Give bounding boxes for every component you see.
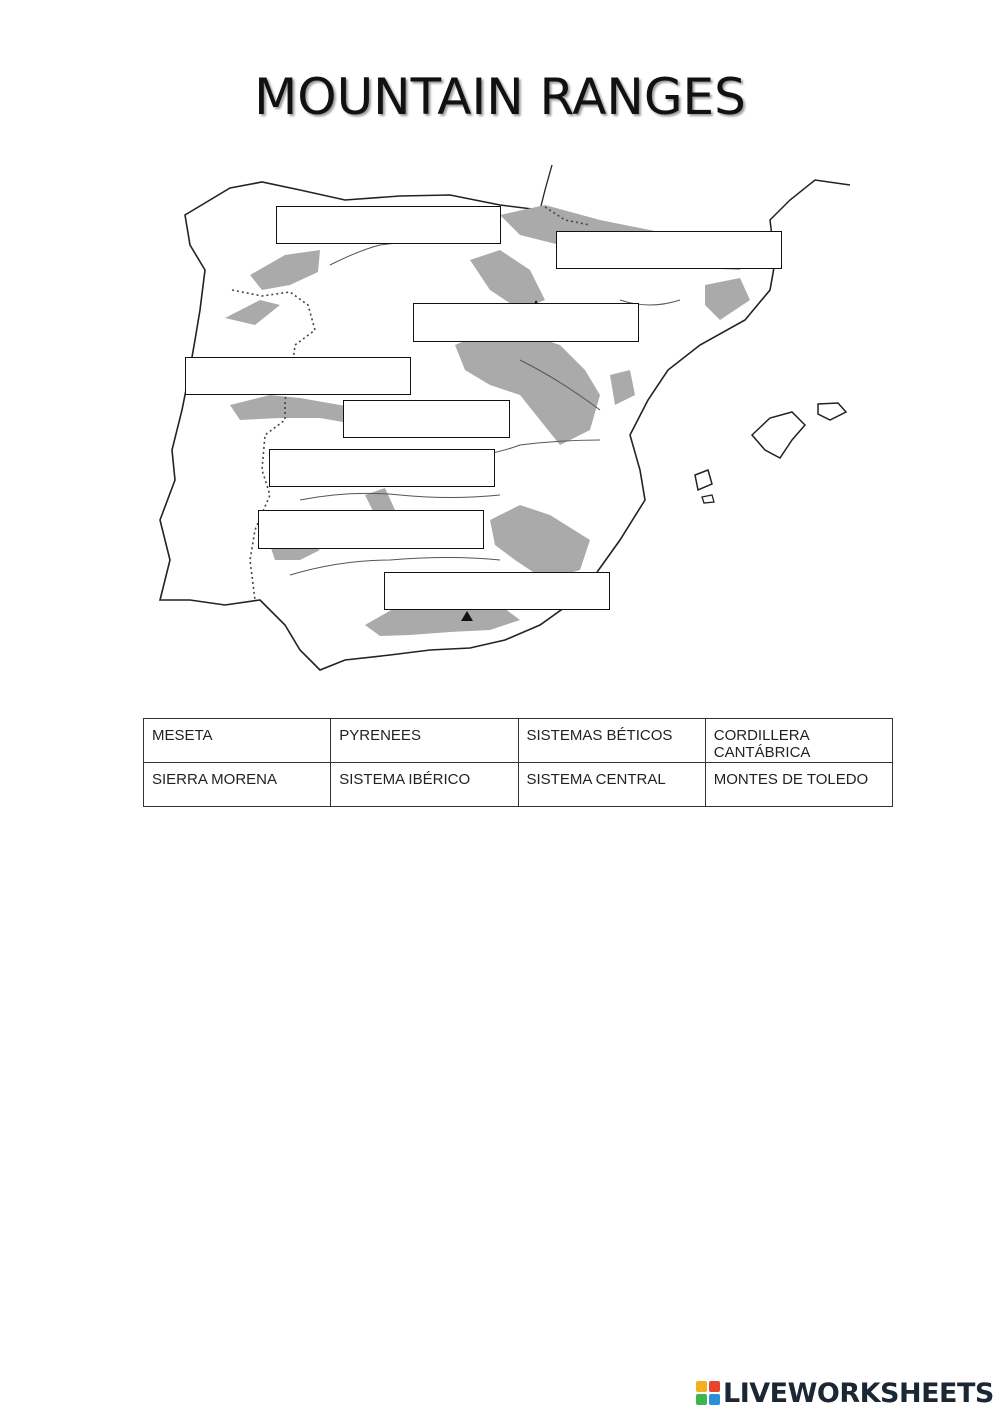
word-bank-cell: CORDILLERA CANTÁBRICA [705, 719, 892, 763]
logo-text: LIVEWORKSHEETS [723, 1377, 994, 1409]
liveworksheets-logo-icon [696, 1381, 720, 1405]
answer-box-6[interactable] [269, 449, 495, 487]
answer-box-1[interactable] [276, 206, 501, 244]
answer-box-3[interactable] [413, 303, 639, 342]
word-bank-row [144, 763, 893, 807]
word-bank-table [143, 718, 893, 807]
word-bank-cell: MESETA [144, 719, 331, 763]
answer-box-7[interactable] [258, 510, 484, 549]
word-bank-cell: MONTES DE TOLEDO [705, 763, 892, 807]
word-bank-cell: SISTEMAS BÉTICOS [518, 719, 705, 763]
word-bank-cell: PYRENEES [331, 719, 518, 763]
word-bank-cell: SIERRA MORENA [144, 763, 331, 807]
balearic-formentera [702, 495, 714, 503]
french-coast-west [540, 165, 552, 210]
page-title: MOUNTAIN RANGES [254, 68, 746, 126]
french-coast [770, 180, 850, 262]
balearic-mallorca [752, 412, 805, 458]
answer-box-4[interactable] [185, 357, 411, 395]
word-bank-cell: SISTEMA CENTRAL [518, 763, 705, 807]
word-bank-cell: SISTEMA IBÉRICO [331, 763, 518, 807]
liveworksheets-logo[interactable] [696, 1376, 994, 1410]
answer-box-5[interactable] [343, 400, 510, 438]
word-bank-row [144, 719, 893, 763]
balearic-ibiza [695, 470, 712, 490]
answer-box-2[interactable] [556, 231, 782, 269]
balearic-menorca [818, 403, 846, 420]
answer-box-8[interactable] [384, 572, 610, 610]
